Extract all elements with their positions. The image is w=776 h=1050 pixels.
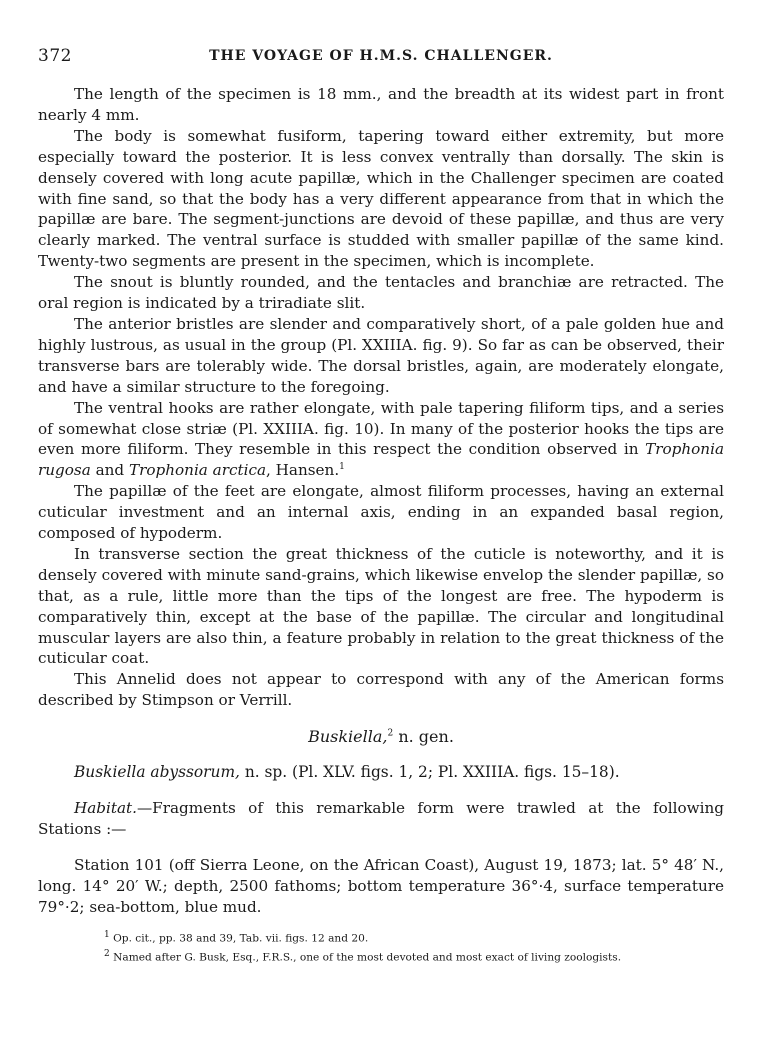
page bbox=[38, 40, 724, 965]
page-number: 372 bbox=[38, 46, 72, 66]
paragraph-snout: The snout is bluntly rounded, and the tentacles and branchiæ are retracted. The oral region is indicated by a triradiate slit. bbox=[38, 273, 724, 313]
genus-heading: Buskiella,$^2$ n. gen. bbox=[308, 727, 454, 747]
paragraph-specimen-size: The length of the specimen is 18 mm., and the breadth at its widest part in front nearly 4 mm. bbox=[38, 85, 724, 124]
footnote-1: $^1$ Op. cit., pp. 38 and 39, Tab. vii. figs. 12 and 20. bbox=[104, 930, 369, 945]
running-head: THE VOYAGE OF H.M.S. CHALLENGER. bbox=[209, 48, 553, 64]
paragraph-anterior-bristles: The anterior bristles are slender and comparatively short, of a pale golden hue and highly lustrous, as usual in the group (Pl. XXIIIA. fig. 9). So far as can be observed, their transverse bars are tolerably wide. The dorsal bristles, again, are moderately elongate, and have a similar structure to the foregoing. bbox=[38, 314, 724, 396]
footnotes bbox=[38, 928, 724, 965]
paragraph-papillae: The papillæ of the feet are elongate, almost filiform processes, having an external cuticular investment and an internal axis, ending in an expanded basal region, composed of hypoderm. bbox=[38, 482, 724, 543]
footnote-ref-2: 2 bbox=[387, 728, 394, 739]
taxon-trophonia-arctica: Trophonia arctica bbox=[128, 461, 267, 480]
species-line: Buskiella abyssorum, n. sp. (Pl. XLV. figs. 1, 2; Pl. XXIIIA. figs. 15–18). bbox=[74, 763, 620, 782]
page-header bbox=[38, 40, 724, 70]
taxon-trophonia-rugosa: Trophonia rugosa bbox=[38, 440, 724, 480]
paragraph-ventral-hooks: The ventral hooks are rather elongate, with pale tapering filiform tips, and a series of somewhat close striæ (Pl. XXIIIA. fig. 10). In many of the posterior hooks the tips are even more filiform. They resemble in this respect the condition observed in Trophonia rugosa and Trophonia arctica, Hansen.$^1$ bbox=[38, 398, 724, 480]
habitat-paragraph: Habitat.—Fragments of this remarkable form were trawled at the following Stations :— bbox=[38, 799, 724, 839]
station-paragraph: Station 101 (off Sierra Leone, on the African Coast), August 19, 1873; lat. 5° 48′ N., long. 14° 20′ W.; depth, 2500 fathoms; bottom temperature 36°·4, surface temperature 79°·2; sea-bottom, blue mud. bbox=[38, 856, 724, 917]
body-text bbox=[38, 84, 724, 918]
paragraph-body-description: The body is somewhat fusiform, tapering toward either extremity, but more especially toward the posterior. It is less convex ventrally than dorsally. The skin is densely covered with long acute papillæ, which in the Challenger specimen are coated with fine sand, so that the body has a very different appearance from that in which the papillæ are bare. The segment-junctions are devoid of these papillæ, and thus are very clearly marked. The ventral surface is studded with smaller papillæ of the same kind. Twenty-two segments are present in the specimen, which is incomplete. bbox=[38, 126, 724, 271]
paragraph-american-forms: This Annelid does not appear to correspond with any of the American forms described by Stimpson or Verrill. bbox=[38, 670, 724, 710]
footnote-2: $^2$ Named after G. Busk, Esq., F.R.S., one of the most devoted and most exact of living zoologists. bbox=[104, 948, 622, 964]
paragraph-transverse-section: In transverse section the great thickness of the cuticle is noteworthy, and it is densely covered with minute sand-grains, which likewise envelop the slender papillæ, so that, as a rule, little more than the tips of the longest are free. The hypoderm is comparatively thin, except at the base of the papillæ. The circular and longitudinal muscular layers are also thin, a feature probably in relation to the great thickness of the cuticular coat. bbox=[38, 544, 724, 668]
footnote-ref-1: 1 bbox=[339, 462, 345, 473]
